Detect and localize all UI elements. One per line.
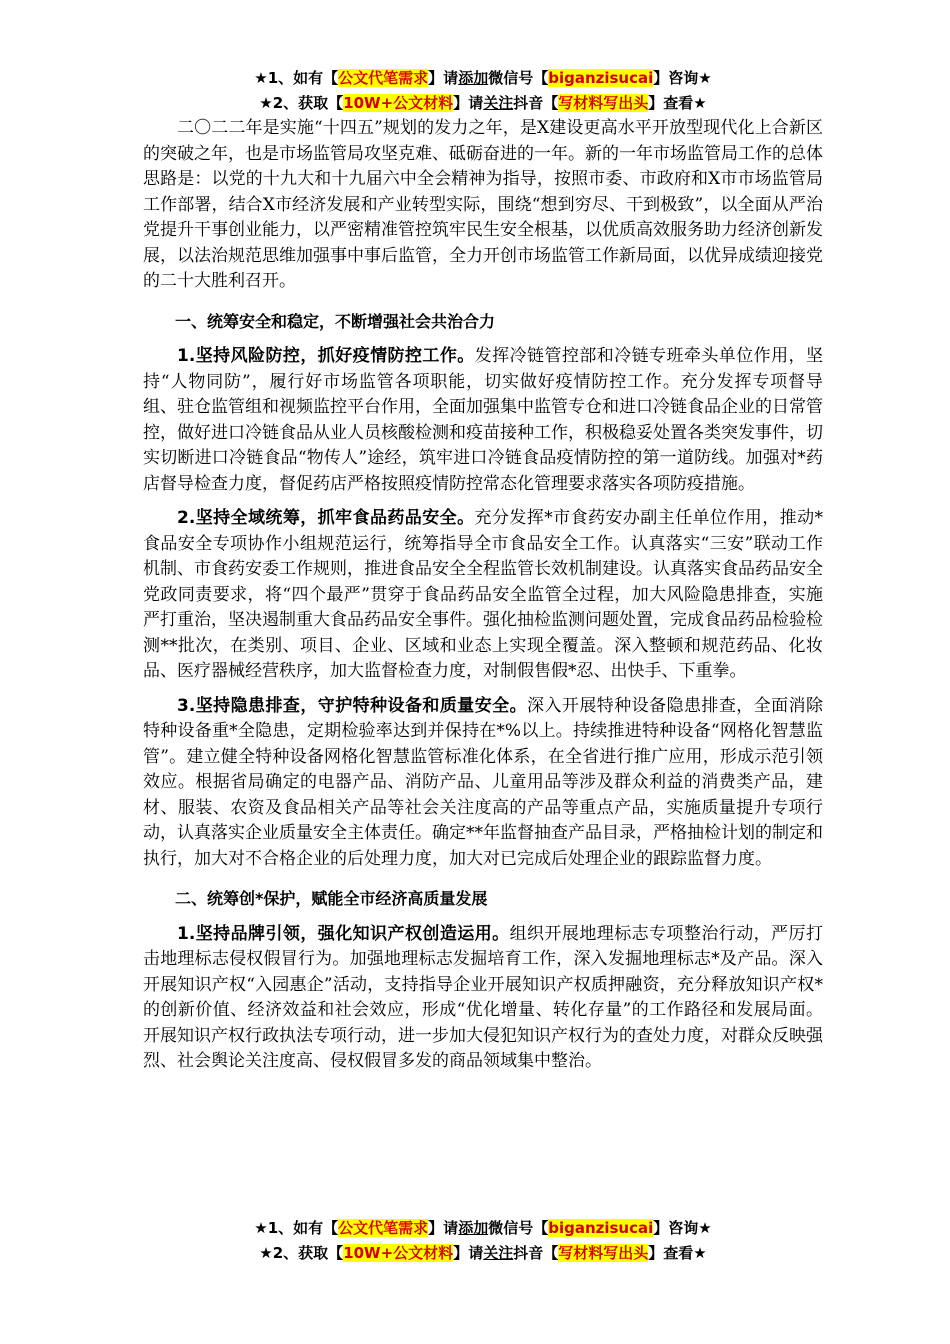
promo-text: 微信号【 <box>488 1219 549 1237</box>
paragraph-lead: 1.坚持品牌引领，强化知识产权创造运用。 <box>177 923 510 944</box>
promo-highlight: 10W+公文材料 <box>343 94 454 112</box>
promo-text: ★2、获取【 <box>259 1244 344 1262</box>
promo-text: 】查看★ <box>648 1244 707 1262</box>
promo-banner-top <box>143 66 823 116</box>
promo-text: 】请 <box>428 69 459 87</box>
promo-text: ★2、获取【 <box>259 94 344 112</box>
paragraph-lead: 3.坚持隐患排查，守护特种设备和质量安全。 <box>177 695 528 716</box>
promo-highlight: 公文代笔需求 <box>338 1219 429 1237</box>
paragraph-body: 充分发挥*市食药安办副主任单位作用，推动*食品安全专项协作小组规范运行，统筹指导全市食品安全工作。认真落实“三安”联动工作机制、市食药安委工作规则，推进食品安全全程监管长效机制建设。认真落实食品药品安全党政同责要求，将“四个最严”贯穿于食品药品安全监管全过程，加大风险隐患排查，实施严打重治，坚决遏制重大食品药品安全事件。强化抽检监测问题处置，完成食品药品检验检测**批次，在类别、项目、企业、区域和业态上实现全覆盖。深入整顿和规范药品、化妆品、医疗器械经营秩序，加大监督检查力度，对制假售假*忍、出快手、下重拳。 <box>143 508 824 681</box>
promo-text: 】请 <box>428 1219 459 1237</box>
promo-line-1 <box>143 66 823 91</box>
promo-text: 】咨询★ <box>653 1219 712 1237</box>
paragraph-lead: 2.坚持全域统筹，抓牢食品药品安全。 <box>177 508 475 528</box>
promo-highlight: biganzisucai <box>548 69 654 87</box>
promo-text: 】请 <box>453 94 484 112</box>
promo-highlight: 10W+公文材料 <box>343 1244 454 1262</box>
section-heading-2: 二、统筹创*保护，赋能全市经济高质量发展 <box>175 889 488 908</box>
paragraph-lead: 1.坚持风险防控，抓好疫情防控工作。 <box>177 346 475 366</box>
paragraph-1-1 <box>143 344 823 497</box>
promo-emphasis: 添加 <box>458 69 489 87</box>
paragraph-2-1 <box>143 922 823 1075</box>
paragraph-1-3 <box>143 694 823 873</box>
promo-highlight: 写材料写出头 <box>558 1244 649 1262</box>
promo-emphasis: 关注 <box>483 94 514 112</box>
section-heading-1: 一、统筹安全和稳定，不断增强社会共治合力 <box>175 311 496 331</box>
paragraph-body: 深入开展特种设备隐患排查，全面消除特种设备重*全隐患，定期检验率达到并保持在*%以上。持续推进特种设备“网格化智慧监管”。建立健全特种设备网格化智慧监管标准化体系，在全省进行推广应用，形成示范引领效应。根据省局确定的电器产品、消防产品、儿童用品等涉及群众利益的消费类产品，建材、服装、农资及食品相关产品等社会关注度高的产品等重点产品，实施质量提升专项行动，认真落实企业质量安全主体责任。确定**年监督抽查产品目录，严格抽检计划的制定和执行，加大对不合格企业的后处理力度，加大对已完成后处理企业的跟踪监督力度。 <box>143 695 823 869</box>
paragraph-body: 发挥冷链管控部和冷链专班牵头单位作用，坚持“人物同防”，履行好市场监管各项职能，切实做好疫情防控工作。充分发挥专项督导组、驻仓监管组和视频监控平台作用，全面加强集中监管专仓和进口冷链食品企业的日常管控，做好进口冷链食品从业人员核酸检测和疫苗接种工作，积极稳妥处置各类突发事件，切实切断进口冷链食品“物传人”途经，筑牢进口冷链食品疫情防控的第一道防线。加强对*药店督导检查力度，督促药店严格按照疫情防控常态化管理要求落实各项防疫措施。 <box>143 346 823 494</box>
promo-text: 抖音【 <box>513 94 559 112</box>
promo-highlight: 公文代笔需求 <box>338 69 429 87</box>
promo-line-1 <box>143 1216 823 1241</box>
promo-text: 】咨询★ <box>653 69 712 87</box>
promo-line-2 <box>143 1241 823 1266</box>
intro-paragraph: 二〇二二年是实施“十四五”规划的发力之年，是X建设更高水平开放型现代化上合新区的突破之年，也是市场监管局攻坚克难、砥砺奋进的一年。新的一年市场监管局工作的总体思路是：以党的十九大和十九届六中全会精神为指导，按照市委、市政府和X市市场监管局工作部署，结合X市经济发展和产业转型实际，围绕“想到穷尽、干到极致”，以全面从严治党提升干事创业能力，以严密精准管控筑牢民生安全根基，以优质高效服务助力经济创新发展，以法治规范思维加强事中事后监管，全力开创市场监管工作新局面，以优异成绩迎接党的二十大胜利召开。 <box>143 118 823 291</box>
promo-text: ★1、如有【 <box>254 69 339 87</box>
promo-text: ★1、如有【 <box>254 1219 339 1237</box>
promo-banner-bottom <box>143 1216 823 1266</box>
paragraph-body: 组织开展地理标志专项整治行动，严厉打击地理标志侵权假冒行为。加强地理标志发掘培育工作，深入发掘地理标志*及产品。深入开展知识产权“入园惠企”活动，支持指导企业开展知识产权质押融资，充分释放知识产权*的创新价值、经济效益和社会效应，形成“优化增量、转化存量”的工作路径和发展局面。开展知识产权行政执法专项行动，进一步加大侵犯知识产权行为的查处力度，对群众反映强烈、社会舆论关注度高、侵权假冒多发的商品领域集中整治。 <box>143 923 823 1071</box>
promo-emphasis: 关注 <box>483 1244 514 1262</box>
promo-emphasis: 添加 <box>458 1219 489 1237</box>
paragraph-1-2 <box>143 506 823 685</box>
document-page <box>143 66 823 1084</box>
promo-highlight: 写材料写出头 <box>558 94 649 112</box>
promo-text: 】请 <box>453 1244 484 1262</box>
promo-line-2 <box>143 91 823 116</box>
promo-text: 抖音【 <box>513 1244 559 1262</box>
promo-text: 】查看★ <box>648 94 707 112</box>
promo-highlight: biganzisucai <box>548 1219 654 1237</box>
promo-text: 微信号【 <box>488 69 549 87</box>
